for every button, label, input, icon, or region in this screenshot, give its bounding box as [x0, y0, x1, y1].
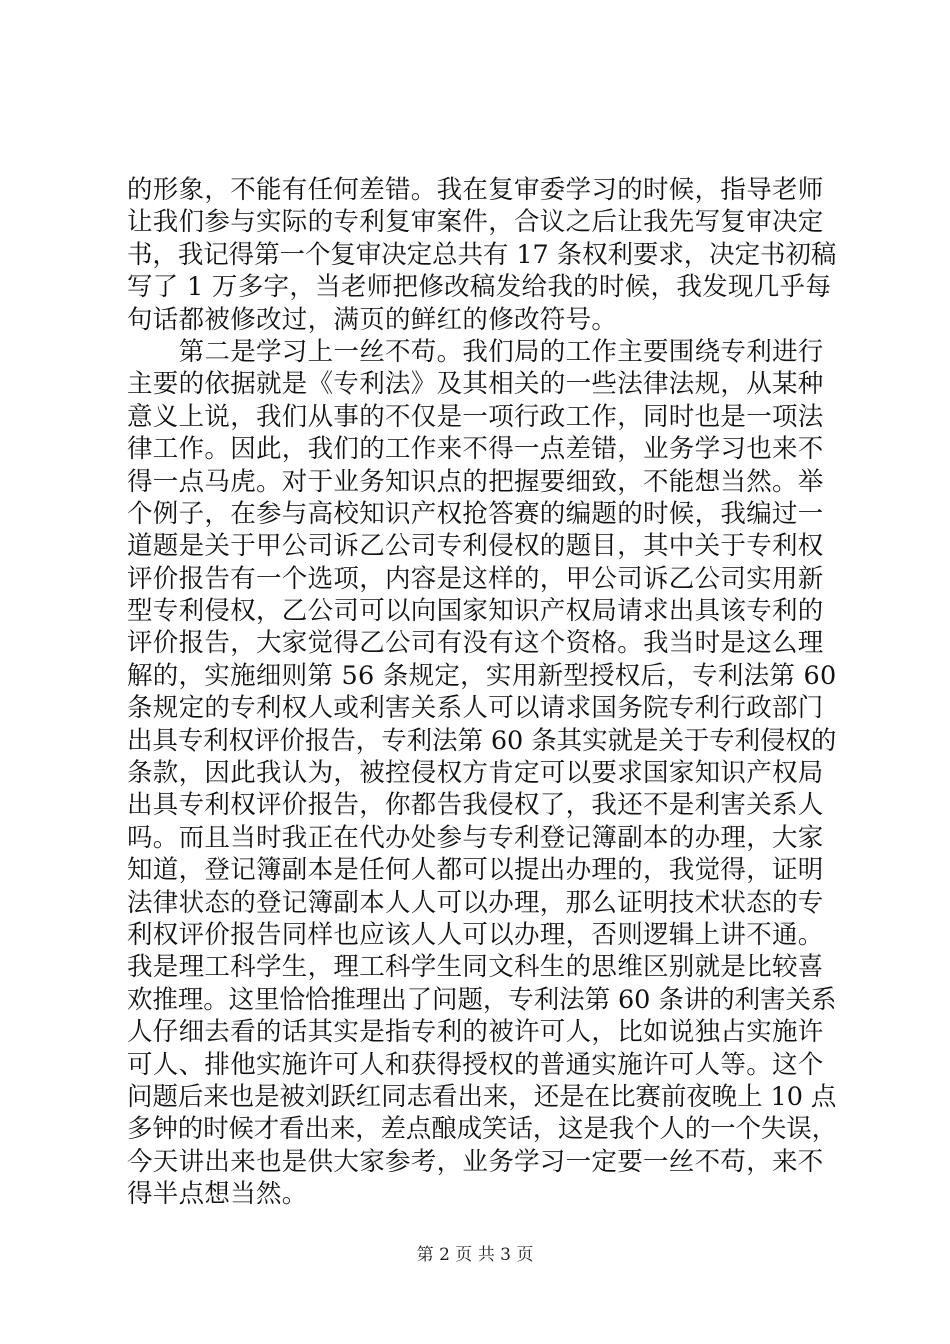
text-line: 条款，因此我认为，被控侵权方肯定可以要求国家知识产权局	[127, 758, 824, 789]
text-line: 评价报告，大家觉得乙公司有没有这个资格。我当时是这么理	[127, 628, 824, 659]
text-line: 可人、排他实施许可人和获得授权的普通实施许可人等。这个	[127, 1049, 824, 1080]
text-line: 问题后来也是被刘跃红同志看出来，还是在比赛前夜晚上 10 点	[127, 1081, 837, 1112]
text-line: 评价报告有一个选项，内容是这样的，甲公司诉乙公司实用新	[127, 563, 824, 594]
text-line: 出具专利权评价报告，专利法第 60 条其实就是关于专利侵权的	[127, 725, 837, 756]
text-line: 意义上说，我们从事的不仅是一项行政工作，同时也是一项法	[127, 401, 824, 432]
text-line: 今天讲出来也是供大家参考，业务学习一定要一丝不苟，来不	[127, 1146, 824, 1177]
text-line: 吗。而且当时我正在代办处参与专利登记簿副本的办理，大家	[127, 822, 824, 853]
text-line: 人仔细去看的话其实是指专利的被许可人，比如说独占实施许	[127, 1017, 824, 1048]
text-line: 律工作。因此，我们的工作来不得一点差错，业务学习也来不	[127, 434, 824, 465]
text-line: 我是理工科学生，理工科学生同文科生的思维区别就是比较喜	[127, 952, 824, 983]
text-line: 法律状态的登记簿副本人人可以办理，那么证明技术状态的专	[127, 887, 824, 918]
text-line: 让我们参与实际的专利复审案件，合议之后让我先写复审决定	[127, 207, 824, 238]
text-line: 欢推理。这里恰恰推理出了问题，专利法第 60 条讲的利害关系	[127, 984, 837, 1015]
text-line: 的形象，不能有任何差错。我在复审委学习的时候，指导老师	[127, 175, 824, 205]
text-line: 出具专利权评价报告，你都告我侵权了，我还不是利害关系人	[127, 790, 824, 821]
page-footer: 第 2 页 共 3 页	[416, 1245, 534, 1265]
text-line: 写了 1 万多字，当老师把修改稿发给我的时候，我发现几乎每	[127, 272, 832, 303]
text-line: 知道，登记簿副本是任何人都可以提出办理的，我觉得，证明	[127, 855, 824, 886]
text-line: 型专利侵权，乙公司可以向国家知识产权局请求出具该专利的	[127, 596, 824, 627]
text-line: 多钟的时候才看出来，差点酿成笑话，这是我个人的一个失误，	[127, 1114, 837, 1145]
text-line: 条规定的专利权人或利害关系人可以请求国务院专利行政部门	[127, 693, 824, 724]
text-line: 书，我记得第一个复审决定总共有 17 条权利要求，决定书初稿	[127, 239, 837, 270]
text-line: 得一点马虎。对于业务知识点的把握要细致，不能想当然。举	[127, 466, 824, 497]
text-line: 句话都被修改过，满页的鲜红的修改符号。	[127, 304, 618, 335]
text-line: 得半点想当然。	[127, 1179, 308, 1210]
text-line: 道题是关于甲公司诉乙公司专利侵权的题目，其中关于专利权	[127, 531, 824, 562]
text-line: 第二是学习上一丝不苟。我们局的工作主要围绕专利进行	[127, 336, 824, 367]
text-line: 利权评价报告同样也应该人人可以办理，否则逻辑上讲不通。	[127, 919, 824, 950]
text-line: 主要的依据就是《专利法》及其相关的一些法律法规，从某种	[127, 369, 824, 400]
text-line: 个例子，在参与高校知识产权抢答赛的编题的时候，我编过一	[127, 498, 824, 529]
text-line: 解的，实施细则第 56 条规定，实用新型授权后，专利法第 60	[127, 660, 837, 691]
body-text	[127, 174, 837, 1211]
